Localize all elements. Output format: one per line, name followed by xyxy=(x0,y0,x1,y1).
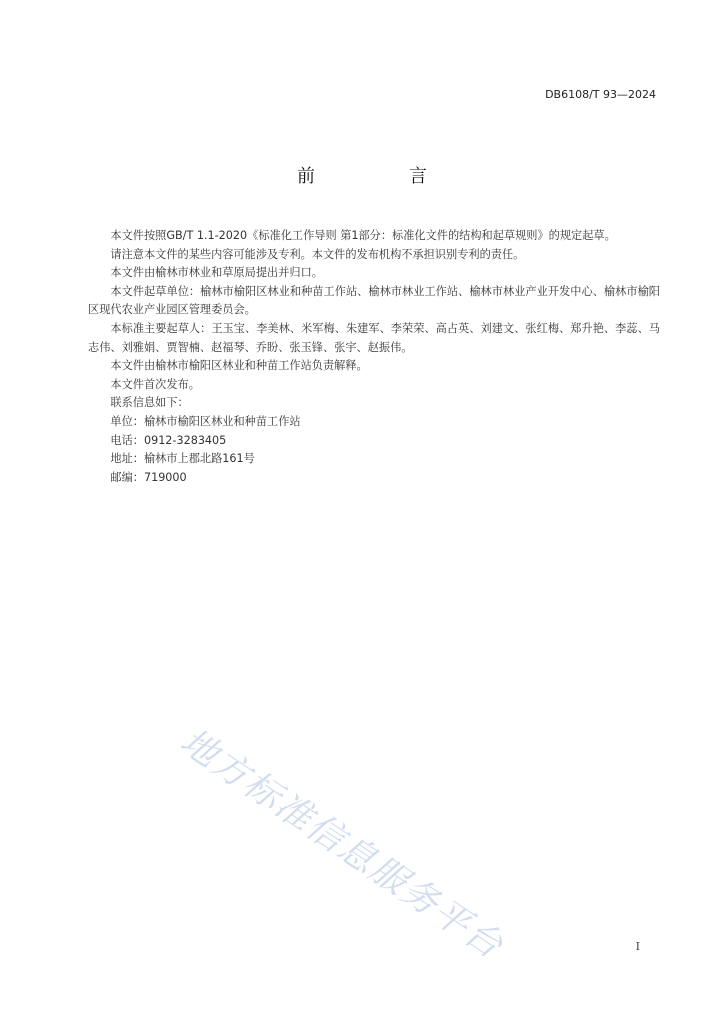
page-number: I xyxy=(635,940,640,953)
paragraph-drafting-units: 本文件起草单位：榆林市榆阳区林业和种苗工作站、榆林市林业工作站、榆林市林业产业开发中心、榆林市榆阳区现代农业产业园区管理委员会。 xyxy=(88,284,660,317)
contact-phone: 电话：0912-3283405 xyxy=(110,433,227,447)
contact-unit: 单位：榆林市榆阳区林业和种苗工作站 xyxy=(110,414,301,428)
contact-postcode: 邮编：719000 xyxy=(110,470,187,484)
paragraph-drafters: 本标准主要起草人：王玉宝、李美林、米军梅、朱建军、李荣荣、高占英、刘建文、张红梅、郑升艳、李蕊、马志伟、刘雅娟、贾智楠、赵福琴、乔盼、张玉锋、张宇、赵振伟。 xyxy=(88,321,660,354)
body-text xyxy=(88,227,660,487)
page-title: 前 言 xyxy=(297,166,465,187)
paragraph-contact-heading: 联系信息如下： xyxy=(110,396,189,410)
paragraph-first-release: 本文件首次发布。 xyxy=(110,377,200,391)
watermark: 地方标准信息服务平台 xyxy=(172,720,511,968)
contact-address: 地址：榆林市上郡北路161号 xyxy=(110,452,255,466)
paragraph-proposer: 本文件由榆林市林业和草原局提出并归口。 xyxy=(110,266,323,280)
paragraph-drafting-rule: 本文件按照GB/T 1.1-2020《标准化工作导则 第1部分：标准化文件的结构和起草规则》的规定起草。 xyxy=(110,229,616,242)
document-code: DB6108/T 93—2024 xyxy=(545,88,656,101)
paragraph-interpretation: 本文件由榆林市榆阳区林业和种苗工作站负责解释。 xyxy=(110,359,368,373)
paragraph-patent-notice: 请注意本文件的某些内容可能涉及专利。本文件的发布机构不承担识别专利的责任。 xyxy=(110,247,525,261)
